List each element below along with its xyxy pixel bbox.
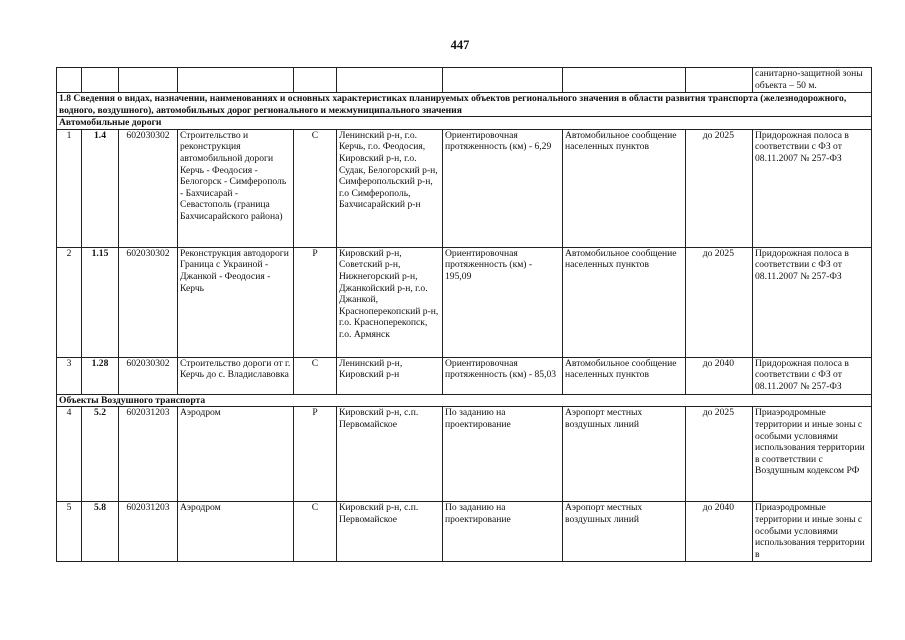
section-title: 1.8 Сведения о видах, назначении, наименованиях и основных характеристиках планируемых объектов регионального значения в области развития транспорта (железнодорожного, водного, воздушного), автомобильных дорог регионального и межмуниципального значения [57,93,872,117]
object-code: 1.4 [82,129,119,247]
object-characteristics: Ориентировочная протяженность (км) - 195,09 [443,247,563,357]
row-number: 5 [57,502,82,562]
continuation-zone-text: санитарно-защитной зоны объекта – 50 м. [753,68,872,93]
objects-table [56,67,872,562]
object-deadline: до 2040 [686,502,753,562]
group-header-row [57,394,872,407]
page-number: 447 [450,38,470,52]
group-header-row [57,117,872,130]
group-title-air: Объекты Воздушного транспорта [57,394,872,407]
object-characteristics: По заданию на проектирование [443,407,563,502]
table-row [57,357,872,394]
object-type: Р [294,407,337,502]
continuation-row [57,68,872,93]
object-type: С [294,357,337,394]
object-id: 602030302 [119,357,178,394]
object-name: Строительство дороги от г. Керчь до с. Владиславовка [178,357,294,394]
object-name: Реконструкция автодороги Граница с Украиной - Джанкой - Феодосия - Керчь [178,247,294,357]
object-zones: Придорожная полоса в соответствии с ФЗ от 08.11.2007 № 257-ФЗ [753,247,872,357]
object-purpose: Аэропорт местных воздушных линий [563,407,686,502]
object-deadline: до 2040 [686,357,753,394]
object-purpose: Автомобильное сообщение населенных пунктов [563,247,686,357]
object-zones: Придорожная полоса в соответствии с ФЗ от 08.11.2007 № 257-ФЗ [753,129,872,247]
object-name: Строительство и реконструкция автомобильной дороги Керчь - Феодосия - Белогорск - Симферополь - Бахчисарай - Севастополь (граница Бахчисарайского района) [178,129,294,247]
object-name: Аэродром [178,407,294,502]
object-type: Р [294,247,337,357]
object-id: 602030302 [119,129,178,247]
object-zones: Придорожная полоса в соответствии с ФЗ от 08.11.2007 № 257-ФЗ [753,357,872,394]
object-characteristics: Ориентировочная протяженность (км) - 85,03 [443,357,563,394]
object-type: С [294,502,337,562]
object-name: Аэродром [178,502,294,562]
object-purpose: Автомобильное сообщение населенных пунктов [563,129,686,247]
table-row [57,247,872,357]
section-header-row [57,93,872,117]
object-code: 1.28 [82,357,119,394]
object-zones: Приаэродромные территории и иные зоны с особыми условиями использования территории в [753,502,872,562]
object-deadline: до 2025 [686,129,753,247]
object-deadline: до 2025 [686,247,753,357]
object-zones: Приаэродромные территории и иные зоны с особыми условиями использования территории в соответствии с Воздушным кодексом РФ [753,407,872,502]
object-location: Кировский р-н, Советский р-н, Нижнегорский р-н, Джанкойский р-н, г.о. Джанкой, Красноперекопский р-н, г.о. Красноперекопск, г.о. Армянск [337,247,443,357]
object-characteristics: Ориентировочная протяженность (км) - 6,29 [443,129,563,247]
object-location: Кировский р-н, с.п. Первомайское [337,407,443,502]
object-location: Кировский р-н, с.п. Первомайское [337,502,443,562]
object-type: С [294,129,337,247]
object-purpose: Автомобильное сообщение населенных пунктов [563,357,686,394]
object-characteristics: По заданию на проектирование [443,502,563,562]
group-title-roads: Автомобильные дороги [57,117,872,130]
row-number: 4 [57,407,82,502]
table-row [57,129,872,247]
object-code: 1.15 [82,247,119,357]
object-deadline: до 2025 [686,407,753,502]
object-location: Ленинский р-н, Кировский р-н [337,357,443,394]
object-id: 602031203 [119,407,178,502]
object-id: 602030302 [119,247,178,357]
row-number: 1 [57,129,82,247]
row-number: 3 [57,357,82,394]
object-code: 5.8 [82,502,119,562]
object-code: 5.2 [82,407,119,502]
table-row [57,407,872,502]
object-id: 602031203 [119,502,178,562]
object-location: Ленинский р-н, г.о. Керчь, г.о. Феодосия, Кировский р-н, г.о. Судак, Белогорский р-н, Симферопольский р-н, г.о Симферополь, Бахчисарайский р-н [337,129,443,247]
table-row [57,502,872,562]
row-number: 2 [57,247,82,357]
object-purpose: Аэропорт местных воздушных линий [563,502,686,562]
